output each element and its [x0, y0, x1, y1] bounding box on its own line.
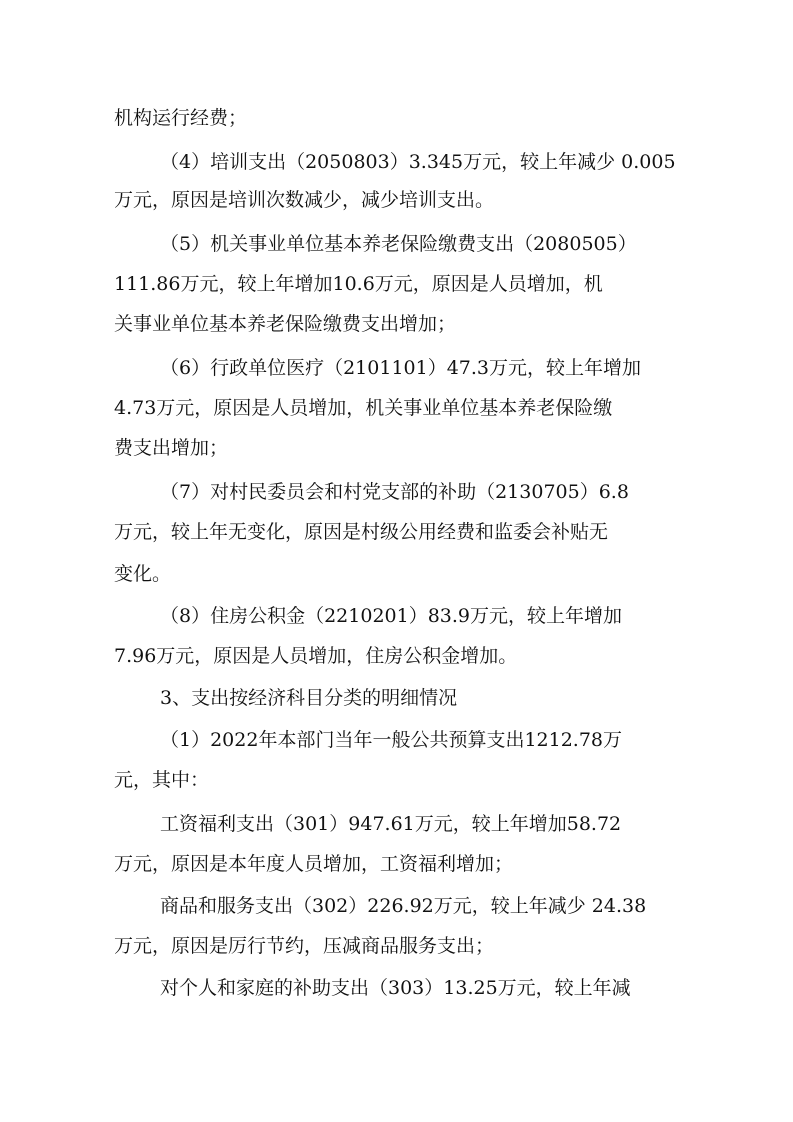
text-line: （1）2022年本部门当年一般公共预算支出1212.78万	[160, 729, 623, 751]
text-line: 关事业单位基本养老保险缴费支出增加；	[114, 313, 457, 335]
text-line: 万元，原因是培训次数减少，减少培训支出。	[114, 189, 495, 211]
text-line: 商品和服务支出（302）226.92万元，较上年减少 24.38	[160, 895, 647, 917]
text-line: （8）住房公积金（2210201）83.9万元，较上年增加	[160, 605, 623, 627]
text-line: 对个人和家庭的补助支出（303）13.25万元，较上年减	[160, 977, 631, 999]
text-line: 万元，原因是本年度人员增加，工资福利增加；	[114, 853, 514, 875]
text-line: （7）对村民委员会和村党支部的补助（2130705）6.8	[160, 481, 629, 503]
text-line: 费支出增加；	[114, 437, 229, 459]
text-line: 4.73万元，原因是人员增加，机关事业单位基本养老保险缴	[114, 397, 613, 419]
text-line: 111.86万元，较上年增加10.6万元，原因是人员增加，机	[114, 273, 603, 295]
text-line: 变化。	[114, 563, 172, 585]
text-line: 万元，较上年无变化，原因是村级公用经费和监委会补贴无	[114, 521, 609, 543]
text-line: 万元，原因是厉行节约，压减商品服务支出；	[114, 935, 495, 957]
text-line: 3、支出按经济科目分类的明细情况	[160, 687, 458, 709]
text-line: 工资福利支出（301）947.61万元，较上年增加58.72	[160, 813, 622, 835]
text-line: 机构运行经费；	[114, 107, 248, 129]
text-line: （6）行政单位医疗（2101101）47.3万元，较上年增加	[160, 357, 642, 379]
text-line: 7.96万元，原因是人员增加，住房公积金增加。	[114, 645, 518, 667]
text-line: （4）培训支出（2050803）3.345万元，较上年减少 0.005	[160, 151, 676, 173]
text-line: （5）机关事业单位基本养老保险缴费支出（2080505）	[160, 233, 637, 255]
text-line: 元，其中：	[114, 769, 210, 791]
